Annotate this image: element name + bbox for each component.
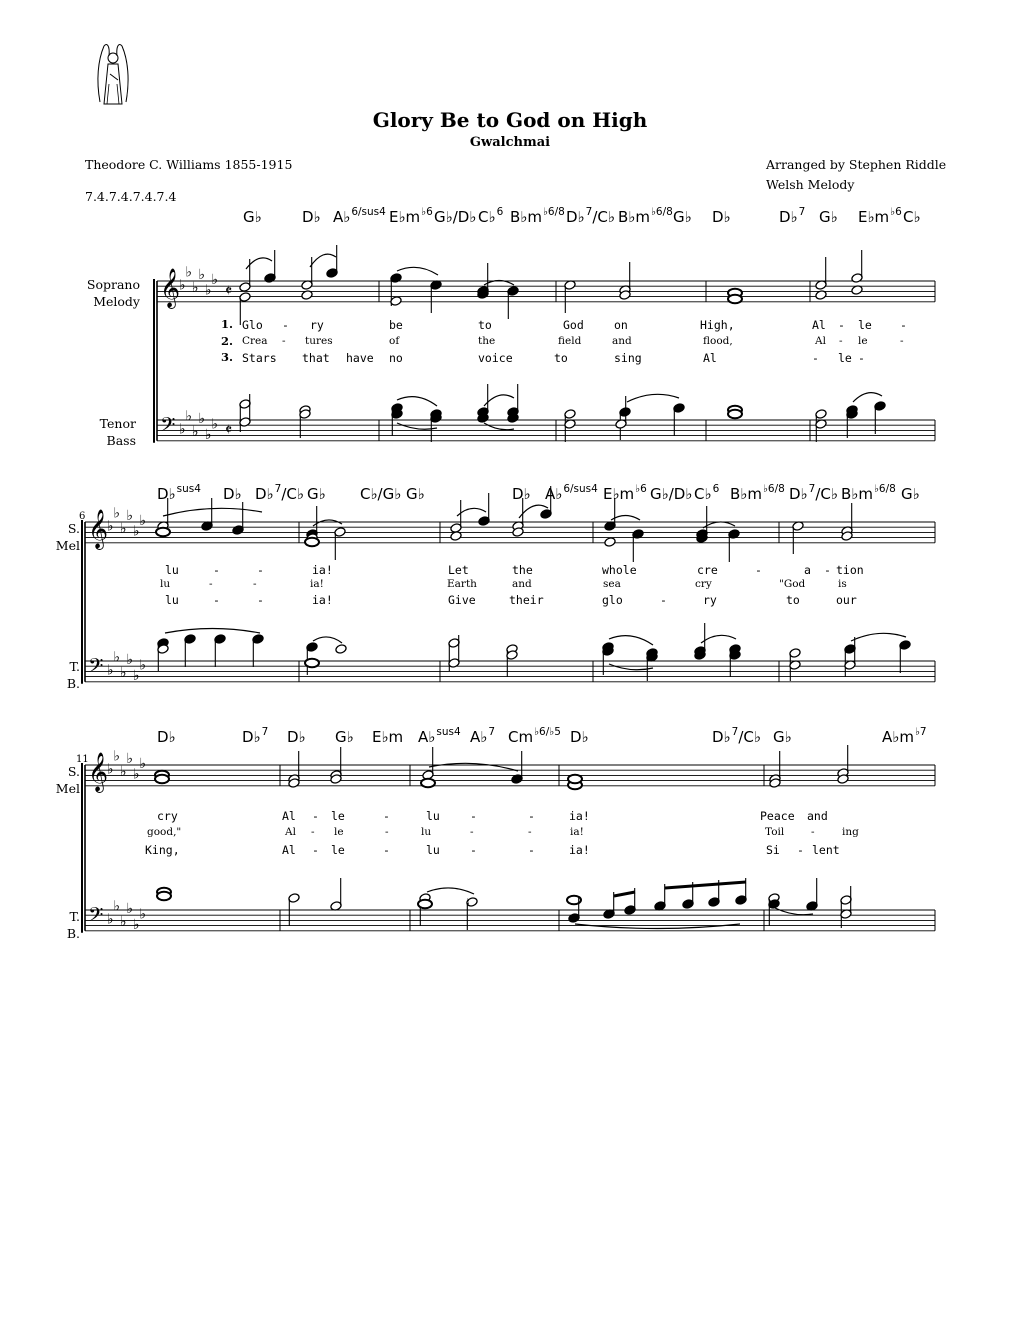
lyric-syllable: - [470,826,474,838]
lyric-syllable: Stars [242,351,277,365]
chord-root: D♭ [512,485,531,503]
tenor-short-label: T. [69,659,80,674]
flat-sign: ♭ [179,421,186,438]
chord-root: D♭ [566,208,585,226]
lyric-syllable: - [812,351,819,365]
chord-root: G♭ [819,208,838,226]
lyric-syllable: ia! [569,843,590,857]
flat-sign: ♭ [192,280,199,296]
lyric-syllable: that [302,351,330,365]
lyric-syllable: Al [703,351,717,365]
chord-extension: 7 [488,726,496,738]
lyric-syllable: - [470,843,477,857]
chord-extension: 7 [798,206,806,218]
lyric-syllable: to [478,318,492,332]
lyric-syllable: Give [448,593,476,607]
lyric-syllable: the [512,563,533,577]
lyric-syllable: - [312,809,319,823]
bass-label-text: Bass [106,433,136,448]
chord-extension: ♭6 [635,483,647,495]
lyric-syllable: glo [602,593,623,607]
lyric-syllable: ia! [569,809,590,823]
flat-sign: ♭ [126,508,134,524]
slur [853,393,882,402]
tune-name: Gwalchmai [469,135,551,150]
tenor-label-text: Tenor [99,416,136,431]
natural-sign: ♮ [466,896,470,909]
lyric-syllable: - [797,843,804,857]
lyric-syllable: lu [165,593,179,607]
whole-note [156,528,170,536]
slur [701,635,736,643]
cut-time-icon: 𝄵 [225,420,233,439]
slur [310,254,336,267]
flat-sign: ♭ [139,513,147,530]
lyric-syllable: - [257,593,264,607]
slur [609,664,653,670]
lyric-syllable: le [331,843,345,857]
lyric-syllable: - [838,318,845,332]
chord-bass: /C♭ [738,728,761,746]
lyric-syllable: - [385,826,389,838]
bass-clef-icon: 𝄢 [88,903,104,931]
flat-sign: ♭ [133,916,140,933]
lyric-syllable: the [478,335,496,347]
lyric-syllable: on [614,318,628,332]
chord-root: D♭ [712,728,731,746]
chord-root: D♭ [255,485,274,503]
flat-sign: ♭ [211,272,219,289]
flat-sign: ♭ [126,901,134,918]
flat-sign: ♭ [133,766,140,783]
chord-root: G♭ [243,208,262,226]
soprano-short-label: S. [67,764,80,779]
chord-extension: 6/sus4 [563,483,598,495]
flat-sign: ♭ [139,906,147,923]
lyric-syllable: High, [700,318,735,332]
chord-root: G♭ [773,728,792,746]
chord-root: B♭m [730,485,762,503]
lyric-syllable: le [331,809,345,823]
lyric-syllable: - [900,318,907,332]
chord-root: A♭ [418,728,436,746]
lyric-syllable: sea [603,578,621,590]
lyric-syllable: - [528,809,535,823]
slur [611,516,640,521]
lyric-syllable: Al [815,335,826,347]
lyric-syllable: lu [426,809,440,823]
chord-root: D♭ [712,208,731,226]
chord-extension: sus4 [176,483,201,495]
flat-sign: ♭ [120,521,127,537]
lyric-syllable: "God [779,578,806,590]
chord-root: B♭m [510,208,542,226]
lyric-syllable: ia! [570,826,584,838]
lyric-syllable: Peace [760,809,795,823]
chord-extension: ♭6 [421,206,433,218]
lyric-syllable: cre [697,563,718,577]
chord-root: A♭ [333,208,351,226]
chord-extension: 6/sus4 [351,206,386,218]
soprano-label-text: Soprano [86,277,140,292]
chord-root: E♭m [389,208,421,226]
lyric-syllable: ry [310,318,324,332]
slur [163,508,262,516]
chord-root: D♭ [223,485,242,503]
lyric-syllable: have [346,351,374,365]
chord-root: D♭ [242,728,261,746]
beam [614,892,635,896]
chord-root: D♭ [570,728,589,746]
flat-sign: ♭ [198,411,206,428]
lyric-syllable: of [389,335,400,347]
lyric-syllable: - [839,335,843,347]
lyric-syllable: le [858,335,868,347]
slur [313,637,342,643]
treble-clef-icon: 𝄞 [88,509,109,549]
lyric-syllable: and [612,335,632,347]
lyric-syllable: - [253,578,257,590]
lyric-syllable: Al [282,843,296,857]
slur [627,394,679,402]
lyric-syllable: - [213,563,220,577]
lyric-syllable: - [858,351,865,365]
flat-sign: ♭ [126,652,134,669]
lyric-syllable: - [755,563,762,577]
chord-root: G♭ [901,485,920,503]
whole-note [157,892,171,900]
chord-root: A♭ [470,728,488,746]
flat-sign: ♭ [107,662,114,679]
chord-root: G♭/D♭ [650,485,693,503]
chord-root: C♭ [478,208,496,226]
lyric-syllable: whole [602,563,637,577]
poet: Theodore C. Williams 1855-1915 [85,157,293,172]
lyric-syllable: - [213,593,220,607]
chord-root: D♭ [302,208,321,226]
chord-extension: ♭6/8 [873,483,896,495]
lyric-syllable: - [282,318,289,332]
melody-short-label: Mel [55,538,80,553]
lyric-syllable: a [804,563,811,577]
meter: 7.4.7.4.7.4.7.4 [85,189,177,204]
lyric-syllable: to [786,593,800,607]
lyric-syllable: God [563,318,584,332]
lyric-syllable: Let [448,563,469,577]
slur [609,636,653,645]
chord-extension: ♭6/8 [762,483,785,495]
flat-sign: ♭ [179,277,186,294]
flat-sign: ♭ [120,914,127,931]
lyric-syllable: lu [426,843,440,857]
chord-root: C♭ [903,208,921,226]
chord-root: G♭/D♭ [434,208,477,226]
lyric-syllable: le [334,826,344,838]
flat-sign: ♭ [198,267,206,283]
slur [313,520,342,526]
chord-extension: 7 [731,726,739,738]
chord-root: D♭ [789,485,808,503]
lyric-syllable: be [389,318,403,332]
whole-note [305,659,319,667]
note-head [335,644,347,655]
lyric-syllable: Earth [447,578,477,590]
cut-time-icon: 𝄵 [225,281,233,300]
lyric-syllable: tures [305,335,333,347]
slur [397,397,437,406]
lyric-syllable: Crea [242,335,268,347]
page-title: Glory Be to God on High [372,108,648,132]
chord-extension: 7 [261,726,269,738]
flat-sign: ♭ [211,416,219,433]
chord-root: E♭m [372,728,404,746]
lyric-syllable: - [824,563,831,577]
flat-sign: ♭ [205,282,212,299]
tenor-short-label: T. [69,909,80,924]
lyric-syllable: to [554,351,568,365]
lyric-syllable: - [383,809,390,823]
chord-bass: /C♭ [592,208,615,226]
chord-extension: ♭6/♭5 [534,726,561,738]
lyric-syllable: lu [421,826,432,838]
flat-sign: ♭ [139,657,147,674]
lyric-syllable: cry [695,578,712,590]
lyric-syllable: Si [766,843,780,857]
chord-root: B♭m [841,485,873,503]
lyric-syllable: no [389,351,403,365]
chord-root: E♭m [858,208,890,226]
note-head [604,537,616,548]
flat-sign: ♭ [107,761,114,778]
chord-root: A♭ [545,485,563,503]
soprano-short-label: S. [67,521,80,536]
flat-sign: ♭ [113,505,121,522]
chord-extension: ♭6/8 [542,206,565,218]
flat-sign: ♭ [185,264,193,281]
lyric-syllable: good," [147,826,182,838]
lyric-syllable: voice [478,351,513,365]
whole-note [155,775,169,783]
slur [427,888,474,894]
flat-sign: ♭ [120,764,127,780]
slur [484,423,514,430]
beam [665,882,746,888]
slur [165,629,260,634]
lyric-syllable: - [811,826,815,838]
chord-extension: 6 [496,206,504,218]
chord-extension: sus4 [436,726,461,738]
flat-sign: ♭ [139,756,147,773]
lyric-syllable: lent [812,843,840,857]
whole-note [305,538,319,546]
verse-number: 3. [221,350,234,364]
verse-number: 2. [221,334,234,348]
source: Welsh Melody [766,177,855,192]
flat-sign: ♭ [205,426,212,443]
flat-sign: ♭ [133,523,140,540]
lyric-syllable: - [470,809,477,823]
lyric-syllable: Al [812,318,826,332]
lyric-syllable: - [257,563,264,577]
chord-bass: /C♭ [815,485,838,503]
lyric-syllable: ia! [310,578,324,590]
lyric-syllable: sing [614,351,642,365]
treble-clef-icon: 𝄞 [160,268,181,308]
whole-note [418,900,432,908]
chord-root: G♭ [673,208,692,226]
lyric-syllable: cry [157,809,178,823]
chord-root: B♭m [618,208,650,226]
slur [484,395,514,406]
flat-sign: ♭ [107,518,114,535]
chord-extension: 7 [274,483,282,495]
lyric-syllable: is [838,578,847,590]
slur [397,267,438,275]
lyric-syllable: le [858,318,872,332]
lyric-syllable: ry [703,593,717,607]
melody-short-label: Mel [55,781,80,796]
lyric-syllable: - [900,335,904,347]
whole-note [421,779,435,787]
lyric-syllable: Toil [765,826,785,838]
chord-root: D♭ [157,485,176,503]
lyric-syllable: Glo [242,318,263,332]
bass-clef-icon: 𝄢 [88,654,104,682]
flat-sign: ♭ [120,665,127,682]
lyric-syllable: - [209,578,213,590]
lyric-syllable: King, [145,843,180,857]
lyric-syllable: tion [836,563,864,577]
lyric-syllable: - [660,593,667,607]
lyric-syllable: - [383,843,390,857]
lyric-syllable: - [311,826,315,838]
flat-sign: ♭ [133,667,140,684]
chord-extension: ♭7 [914,726,927,738]
chord-extension: 7 [808,483,816,495]
lyric-syllable: our [836,593,857,607]
lyric-syllable: and [807,809,828,823]
chord-root: D♭ [157,728,176,746]
flat-sign: ♭ [113,649,121,666]
slur [575,924,740,929]
lyric-syllable: - [528,843,535,857]
chord-root: D♭ [779,208,798,226]
lyric-syllable: - [528,826,532,838]
flat-sign: ♭ [185,408,193,425]
chord-extension: 7 [585,206,593,218]
lyric-syllable: ia! [312,593,333,607]
chord-root: A♭m [882,728,914,746]
flat-sign: ♭ [192,424,199,441]
lyric-syllable: le [838,351,852,365]
lyric-syllable: Al [285,826,296,838]
measure-number: 11 [76,754,89,765]
flat-sign: ♭ [126,751,134,767]
whole-note [728,410,742,418]
chord-root: G♭ [406,485,425,503]
chord-root: Cm [508,728,534,746]
chord-root: E♭m [603,485,635,503]
chord-root: G♭ [335,728,354,746]
verse-number: 1. [221,317,234,331]
lyric-syllable: field [558,335,582,347]
treble-clef-icon: 𝄞 [88,752,109,792]
lyric-syllable: - [312,843,319,857]
chord-bass: /C♭ [281,485,304,503]
chord-root: D♭ [287,728,306,746]
chord-root: C♭ [694,485,712,503]
whole-note [728,295,742,303]
lyric-syllable: flood, [703,335,733,347]
chord-extension: 6 [712,483,720,495]
chord-root: G♭ [307,485,326,503]
chord-extension: ♭6 [890,206,902,218]
melody-label-text: Melody [93,294,140,309]
chord-root: C♭/G♭ [360,485,402,503]
bass-clef-icon: 𝄢 [160,413,176,441]
lyric-syllable: ing [842,826,859,838]
flat-sign: ♭ [113,898,121,915]
slur [851,633,906,641]
chord-extension: ♭6/8 [650,206,673,218]
whole-note [568,775,582,783]
lyric-syllable: ia! [312,563,333,577]
lyric-syllable: their [509,593,544,607]
lyric-syllable: lu [160,578,171,590]
lyric-syllable: lu [165,563,179,577]
lyric-syllable: Al [282,809,296,823]
measure-number: 6 [79,511,86,522]
flat-sign: ♭ [113,748,121,765]
flat-sign: ♭ [107,911,114,928]
slur [457,508,486,516]
bass-short-label: B. [66,676,80,691]
arranger: Arranged by Stephen Riddle [766,157,947,172]
bass-short-label: B. [66,926,80,941]
lyric-syllable: and [512,578,532,590]
lyric-syllable: - [282,335,286,347]
